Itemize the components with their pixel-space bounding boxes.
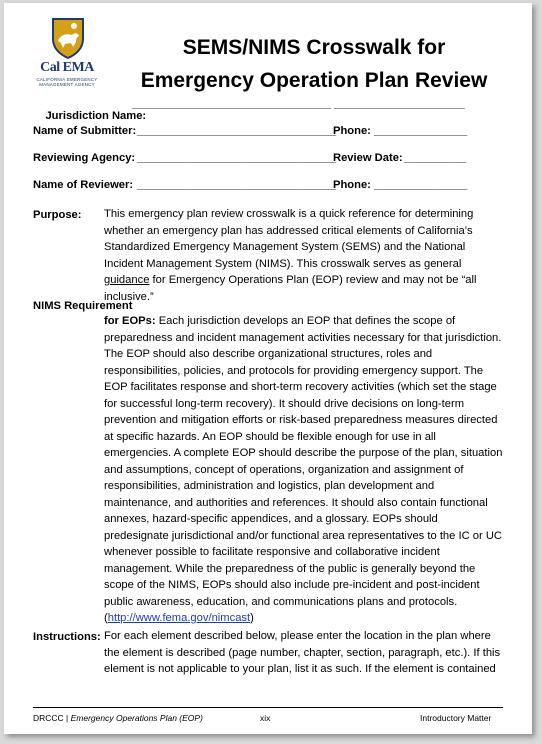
- page-title-line-1: SEMS/NIMS Crosswalk for: [182, 36, 446, 59]
- field-blank: ________________________________: [137, 179, 337, 191]
- logo-subtitle: CALIFORNIA EMERGENCY MANAGEMENT AGENCY: [36, 77, 98, 87]
- field-blank: __________: [404, 152, 467, 164]
- field-label: Review Date:: [333, 152, 403, 164]
- field-blank: _______________: [374, 125, 468, 137]
- instructions-label: Instructions:: [33, 631, 101, 643]
- footer-divider: [33, 707, 503, 708]
- nims-text: for EOPs: Each jurisdiction develops an EOP that defines the scope of preparedness and incident management activities necessary for that jurisdiction. The EOP should also describe organizational structures, roles and responsibilities, policies, and protocols for providing emergency support. The EOP facilitates response and short-term recovery activities (which set the stage for successful long-term recovery). It should drive decisions on long-term prevention and mitigation efforts or risk-based preparedness measures directed at specific hazards. An EOP should be flexible enough for use in all emergencies. A complete EOP should describe the purpose of the plan, situation and assumptions, concept of operations, organization and assignment of responsibilities, administration and logistics, plan development and maintenance, and authorities and references. It should also contain functional annexes, hazard-specific appendices, and a glossary. EOPs should predesignate jurisdictional and/or functional area representatives to the IC or UC whenever possible to facilitate responsive and collaborative incident management. While the preparedness of the public is generally beyond the scope of the NIMS, EOPs should also include pre-incident and post-incident public awareness, education, and communications plans and protocols. (http://www.fema.gov/nimcast): [104, 315, 503, 624]
- field-blank: ________________________________: [132, 98, 332, 110]
- field-label: Phone:: [333, 125, 371, 137]
- page-title-line-2: Emergency Operation Plan Review: [140, 69, 488, 92]
- footer-right: Introductory Matter: [420, 713, 492, 723]
- nims-heading: NIMS Requirement: [33, 300, 133, 312]
- cal-ema-logo: [32, 13, 102, 91]
- field-label: Phone:: [333, 179, 371, 191]
- field-blank: ________________________________: [137, 125, 337, 137]
- field-label: Reviewing Agency:: [33, 152, 136, 164]
- page-number: xix: [260, 713, 271, 723]
- document-page: [4, 3, 532, 734]
- field-blank: _____________________: [334, 98, 465, 110]
- cal-ema-bear-badge-icon: [50, 17, 86, 59]
- footer-left: DRCCC | Emergency Operations Plan (EOP): [33, 713, 203, 723]
- guidance-word: guidance: [104, 274, 150, 286]
- fema-nimcast-link[interactable]: http://www.fema.gov/nimcast: [107, 612, 251, 624]
- instructions-text: For each element described below, please enter the location in the plan where the element is described (page number, chapter, section, paragraph, etc.). If this element is not applicable to your plan, list it as such. If the element is contained: [104, 630, 501, 675]
- field-label: Jurisdiction Name:: [45, 110, 147, 122]
- field-label: Name of Submitter:: [33, 125, 137, 137]
- purpose-label: Purpose:: [33, 209, 82, 221]
- nims-subheading: for EOPs:: [104, 315, 156, 327]
- field-label: Name of Reviewer:: [33, 179, 134, 191]
- field-blank: _______________: [374, 179, 468, 191]
- purpose-text: This emergency plan review crosswalk is a quick reference for determining whether an emergency plan has addressed critical elements of California’s Standardized Emergency Management System (SEMS) and the National Incident Management System (NIMS). This crosswalk serves as general guidance for Emergency Operations Plan (EOP) review and may not be “all inclusive.”: [104, 208, 477, 303]
- field-blank: ________________________________: [137, 152, 337, 164]
- logo-name: Cal EMA: [40, 60, 94, 75]
